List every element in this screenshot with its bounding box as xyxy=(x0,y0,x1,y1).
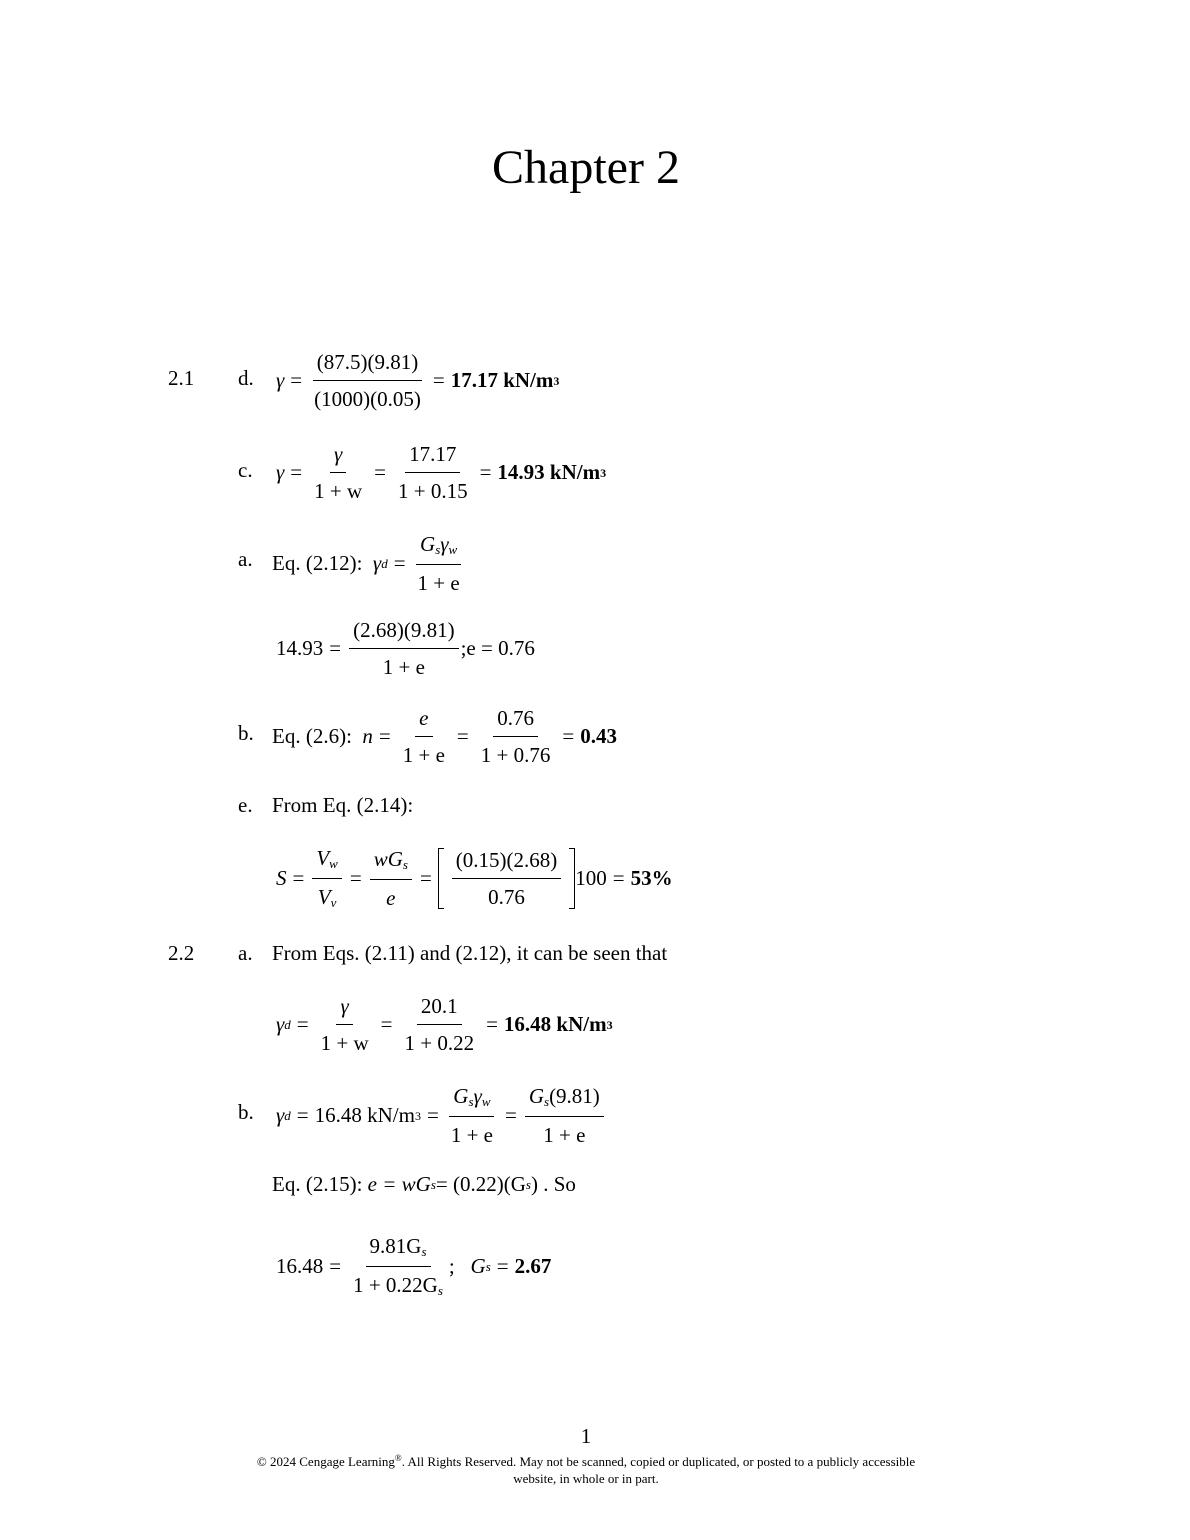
fraction: $\frac{V_w}{V_v}$ xyxy=(312,846,342,911)
fraction: $\frac{\gamma}{1 + w}$ xyxy=(314,442,363,504)
copyright-footer: © 2024 Cengage Learning®. All Rights Reserved. May not be scanned, copied or duplicated, or posted to a publicly accessible website, in whole or in part. xyxy=(256,1453,916,1486)
text-2-1-e: From Eq. (2.14): xyxy=(272,793,414,817)
equation-2-2-b-final: 16.48 = $\frac{9.81G_s}{1 + 0.22G_s}$ ; G s = 2.67 xyxy=(276,1234,552,1298)
chapter-title: Chapter 2 xyxy=(492,141,680,194)
equation-2-2-b: γ d = 16.48 kN/m 3 = $\frac{G_s\gamma_w}{1 + e}$ = $\frac{G_s(9.81)}{1 + e}$ xyxy=(276,1084,606,1147)
part-label-2-2-b: b. xyxy=(238,1100,254,1124)
part-label-2-1-c: c. xyxy=(238,458,253,482)
problem-number-2-2: 2.2 xyxy=(168,941,195,965)
fraction: $\frac{(2.68)(9.81)}{1 + e}$ xyxy=(349,618,458,679)
fraction: $\frac{G_s(9.81)}{1 + e}$ xyxy=(525,1084,604,1147)
equation-2-2-a: γ d = $\frac{\gamma}{1 + w}$ = $\frac{20.1}{1 + 0.22}$ = 16.48 kN/m 3 xyxy=(276,994,613,1056)
equation-2-1-e: S = $\frac{V_w}{V_v}$ = $\frac{wG_s}{e}$ = $\frac{(0.15)(2.68)}{0.76}$ 100 = 53% xyxy=(276,846,673,910)
part-label-2-1-d: d. xyxy=(238,366,254,390)
fraction: $\frac{e}{1 + e}$ xyxy=(402,706,445,768)
text-2-2-a: From Eqs. (2.11) and (2.12), it can be seen that xyxy=(272,941,668,965)
equation-2-2-b-eq215: Eq. (2.15): e = wG s = (0.22)(G s ) . So xyxy=(272,1172,576,1196)
fraction: $\frac{0.76}{1 + 0.76}$ xyxy=(480,706,551,768)
fraction: $\frac{wG_s}{e}$ xyxy=(370,847,412,910)
equation-2-1-d: γ = $\frac{(87.5)(9.81)}{(1000)(0.05)}$ = 17.17 kN/m 3 xyxy=(276,350,560,412)
equation-2-1-c: γ = $\frac{\gamma}{1 + w}$ = $\frac{17.17}{1 + 0.15}$ = 14.93 kN/m 3 xyxy=(276,442,607,504)
problem-number-2-1: 2.1 xyxy=(168,366,195,390)
equation-2-1-b: Eq. (2.6): n = $\frac{e}{1 + e}$ = $\frac{0.76}{1 + 0.76}$ = 0.43 xyxy=(272,706,617,768)
equation-2-1-a-line2: 14.93 = $\frac{(2.68)(9.81)}{1 + e}$ ;e = 0.76 xyxy=(276,618,535,680)
fraction: $\frac{G_s\gamma_w}{1 + e}$ xyxy=(417,532,460,595)
fraction: $\frac{(0.15)(2.68)}{0.76}$ xyxy=(452,848,561,909)
part-label-2-1-b: b. xyxy=(238,721,254,745)
fraction: $\frac{20.1}{1 + 0.22}$ xyxy=(404,994,475,1056)
fraction: $\frac{\gamma}{1 + w}$ xyxy=(320,994,369,1056)
fraction: $\frac{9.81G_s}{1 + 0.22G_s}$ xyxy=(353,1234,443,1298)
fraction: $\frac{G_s\gamma_w}{1 + e}$ xyxy=(450,1084,493,1147)
page-number: 1 xyxy=(580,1424,592,1448)
bracket-group xyxy=(438,848,575,909)
part-label-2-2-a: a. xyxy=(238,941,253,965)
part-label-2-1-e: e. xyxy=(238,793,253,817)
part-label-2-1-a: a. xyxy=(238,547,253,571)
fraction: $\frac{17.17}{1 + 0.15}$ xyxy=(397,442,468,504)
equation-2-1-a: Eq. (2.12): γ d = $\frac{G_s\gamma_w}{1 + e}$ xyxy=(272,532,466,595)
fraction: $\frac{(87.5)(9.81)}{(1000)(0.05)}$ xyxy=(314,350,421,412)
